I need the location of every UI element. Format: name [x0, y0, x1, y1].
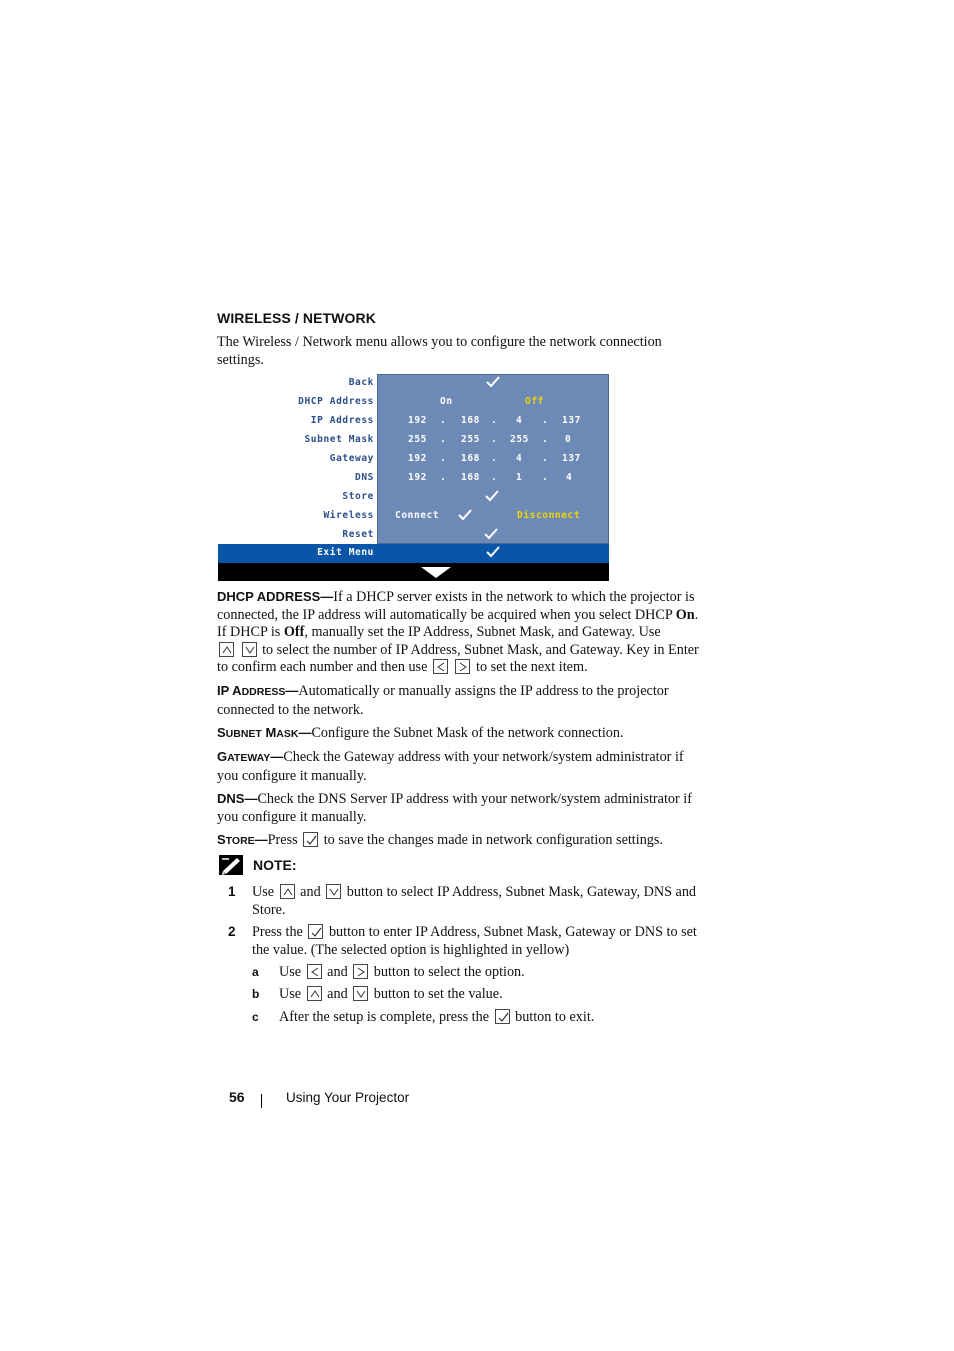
- enter-button-icon: [303, 832, 318, 847]
- up-arrow-button-icon: [280, 884, 295, 899]
- osd-menu: [218, 374, 609, 581]
- osd-dot: .: [491, 415, 498, 426]
- osd-dot: .: [440, 415, 447, 426]
- dns-paragraph: [217, 790, 707, 826]
- check-icon: [486, 376, 500, 388]
- osd-gateway-octet: 137: [562, 453, 581, 464]
- note-title: NOTE:: [253, 857, 297, 873]
- term-dash: —: [270, 749, 284, 764]
- up-arrow-button-icon: [219, 642, 234, 657]
- osd-dns-octet: 192: [408, 472, 427, 483]
- note-text: button to select the option.: [373, 964, 525, 980]
- osd-row-exit-menu[interactable]: [218, 544, 609, 563]
- down-arrow-button-icon: [242, 642, 257, 657]
- osd-gateway-octet: 192: [408, 453, 427, 464]
- osd-row-dhcp[interactable]: [218, 393, 609, 412]
- osd-row-ip[interactable]: [218, 412, 609, 431]
- osd-dot: .: [542, 434, 549, 445]
- dhcp-text: , manually set the IP Address, Subnet Mask, and Gateway. Use: [304, 624, 661, 641]
- note-subitem-letter: b: [252, 987, 260, 1001]
- osd-ip-octet: 137: [562, 415, 581, 426]
- note-text: button to exit.: [515, 1009, 595, 1025]
- subnet-mask-paragraph: [217, 724, 707, 744]
- gateway-term: G: [217, 749, 228, 764]
- dhcp-term: DHCP ADDRESS: [217, 589, 321, 604]
- term-dash: —: [254, 832, 268, 847]
- note-text: Press the: [252, 924, 303, 940]
- enter-button-icon: [308, 924, 323, 939]
- osd-subnet-octet: 255: [461, 434, 480, 445]
- dns-text: Check the DNS Server IP address with your network/system administrator if you configure it manually.: [217, 791, 692, 825]
- subnet-term: S: [217, 725, 226, 740]
- osd-dot: .: [440, 453, 447, 464]
- footer-chapter-title: Using Your Projector: [286, 1090, 410, 1105]
- note-text: button to select IP Address, Subnet Mask, Gateway, DNS and Store.: [252, 884, 697, 918]
- note-text: Use: [252, 884, 275, 900]
- osd-scroll-bar[interactable]: [218, 563, 609, 581]
- gateway-text: Check the Gateway address with your network/system administrator if you configure it manually.: [217, 749, 684, 784]
- dhcp-paragraph: DHCP ADDRESS—If a DHCP server exists in the network to which the projector is connected, the IP address will automatically be acquired when you select DHCP On. If DHCP is Off, manually set the IP Address, Subnet Mask, and Gateway. Use to select the number of IP Address, Subnet Mask, and Gateway. Key in Enter to confirm each number and then use to set the next item.: [217, 589, 699, 676]
- note-text: and: [300, 884, 321, 900]
- term-dash: —: [285, 683, 299, 698]
- page-number: 56: [229, 1089, 245, 1105]
- osd-row-store[interactable]: [218, 488, 609, 507]
- note-item-1: [252, 884, 707, 919]
- osd-dot: .: [491, 472, 498, 483]
- osd-dns-octet: 168: [461, 472, 480, 483]
- osd-dot: .: [440, 434, 447, 445]
- osd-dot: .: [542, 415, 549, 426]
- osd-label-gateway: Gateway: [329, 453, 374, 464]
- osd-subnet-octet: 0: [565, 434, 572, 445]
- note-subitem-letter: a: [252, 965, 259, 979]
- osd-dhcp-off: Off: [525, 396, 544, 407]
- note-item-number: 1: [228, 884, 236, 899]
- down-arrow-button-icon: [326, 884, 341, 899]
- left-arrow-button-icon: [307, 964, 322, 979]
- ip-term-small: DDRESS: [241, 686, 286, 698]
- osd-dhcp-on: On: [440, 396, 453, 407]
- osd-label-dhcp: DHCP Address: [298, 396, 374, 407]
- osd-ip-octet: 168: [461, 415, 480, 426]
- dns-term: DNS: [217, 791, 245, 806]
- dhcp-text: to set the next item.: [476, 659, 588, 676]
- up-arrow-button-icon: [307, 986, 322, 1001]
- ip-term: IP A: [217, 683, 242, 698]
- osd-dot: .: [440, 472, 447, 483]
- down-arrow-button-icon: [353, 986, 368, 1001]
- store-text: Press: [267, 832, 298, 848]
- note-item-number: 2: [228, 924, 236, 939]
- osd-dot: .: [491, 453, 498, 464]
- note-subitem-c: [279, 1009, 709, 1027]
- check-icon: [485, 490, 499, 502]
- osd-dot: .: [542, 453, 549, 464]
- store-paragraph: [217, 831, 707, 851]
- note-item-2: [252, 924, 707, 959]
- osd-gateway-octet: 168: [461, 453, 480, 464]
- osd-label-reset: Reset: [342, 529, 374, 540]
- osd-dns-octet: 4: [566, 472, 573, 483]
- term-dash: —: [298, 725, 312, 740]
- dhcp-text: If a DHCP server exists in the network to which the projector is connected, the IP address will automatically be acquired when you select DHCP: [217, 589, 695, 623]
- store-term-small: TORE: [225, 835, 255, 847]
- osd-subnet-octet: 255: [408, 434, 427, 445]
- osd-row-subnet[interactable]: [218, 431, 609, 450]
- osd-dot: .: [491, 434, 498, 445]
- check-icon: [484, 528, 498, 540]
- osd-label-store: Store: [342, 491, 374, 502]
- note-text: After the setup is complete, press the: [279, 1009, 489, 1025]
- osd-disconnect: Disconnect: [517, 510, 581, 521]
- note-text: Use: [279, 964, 302, 980]
- osd-connect: Connect: [395, 510, 440, 521]
- scroll-down-icon: [421, 567, 451, 578]
- check-icon: [458, 509, 472, 521]
- dhcp-text: . If DHCP is: [217, 606, 699, 641]
- dhcp-on-text: On: [675, 606, 695, 623]
- osd-row-reset[interactable]: [218, 526, 609, 545]
- footer-divider: [261, 1094, 262, 1108]
- note-text: button to enter IP Address, Subnet Mask, Gateway or DNS to set the value. (The selected option is highlighted in yellow): [252, 924, 697, 958]
- dhcp-text: to select the number of IP Address, Subnet Mask, and Gateway. Key in Enter to confirm each number and then use: [217, 641, 699, 676]
- gateway-term-small: ATEWAY: [227, 752, 271, 764]
- osd-label-dns: DNS: [355, 472, 374, 483]
- note-text: and: [327, 964, 348, 980]
- intro-paragraph: The Wireless / Network menu allows you to configure the network connection settings.: [217, 334, 662, 368]
- term-dash: —: [244, 791, 258, 806]
- subnet-term: M: [261, 725, 277, 740]
- dhcp-off-text: Off: [283, 624, 305, 641]
- osd-label-ip: IP Address: [310, 415, 374, 426]
- osd-dot: .: [542, 472, 549, 483]
- osd-row-back[interactable]: [218, 374, 609, 393]
- osd-label-wireless: Wireless: [323, 510, 374, 521]
- osd-row-gateway[interactable]: [218, 450, 609, 469]
- osd-label-exit: Exit Menu: [317, 547, 374, 558]
- check-icon: [486, 546, 500, 558]
- note-text: button to set the value.: [373, 986, 503, 1002]
- osd-dns-octet: 1: [516, 472, 523, 483]
- section-title: WIRELESS / NETWORK: [217, 310, 376, 326]
- note-subitem-letter: c: [252, 1010, 259, 1024]
- osd-subnet-octet: 255: [510, 434, 529, 445]
- gateway-paragraph: [217, 748, 707, 785]
- store-text: to save the changes made in network configuration settings.: [323, 832, 663, 848]
- osd-row-dns[interactable]: [218, 469, 609, 488]
- note-text: Use: [279, 986, 302, 1002]
- note-subitem-b: [279, 986, 709, 1004]
- osd-label-back: Back: [348, 377, 374, 388]
- osd-row-wireless[interactable]: [218, 507, 609, 526]
- ip-address-paragraph: [217, 682, 707, 719]
- right-arrow-button-icon: [455, 659, 470, 674]
- enter-button-icon: [495, 1009, 510, 1024]
- osd-ip-octet: 4: [516, 415, 523, 426]
- left-arrow-button-icon: [433, 659, 448, 674]
- osd-ip-octet: 192: [408, 415, 427, 426]
- subnet-term-small: ASK: [276, 728, 299, 740]
- ip-text: Automatically or manually assigns the IP address to the projector connected to the network.: [217, 683, 669, 718]
- right-arrow-button-icon: [353, 964, 368, 979]
- store-term: S: [217, 832, 226, 847]
- subnet-term-small: UBNET: [225, 728, 262, 740]
- osd-label-subnet: Subnet Mask: [304, 434, 374, 445]
- note-text: and: [327, 986, 348, 1002]
- subnet-text: Configure the Subnet Mask of the network connection.: [311, 725, 624, 741]
- note-subitem-a: [279, 964, 709, 982]
- note-pencil-icon: [219, 855, 243, 875]
- osd-gateway-octet: 4: [516, 453, 523, 464]
